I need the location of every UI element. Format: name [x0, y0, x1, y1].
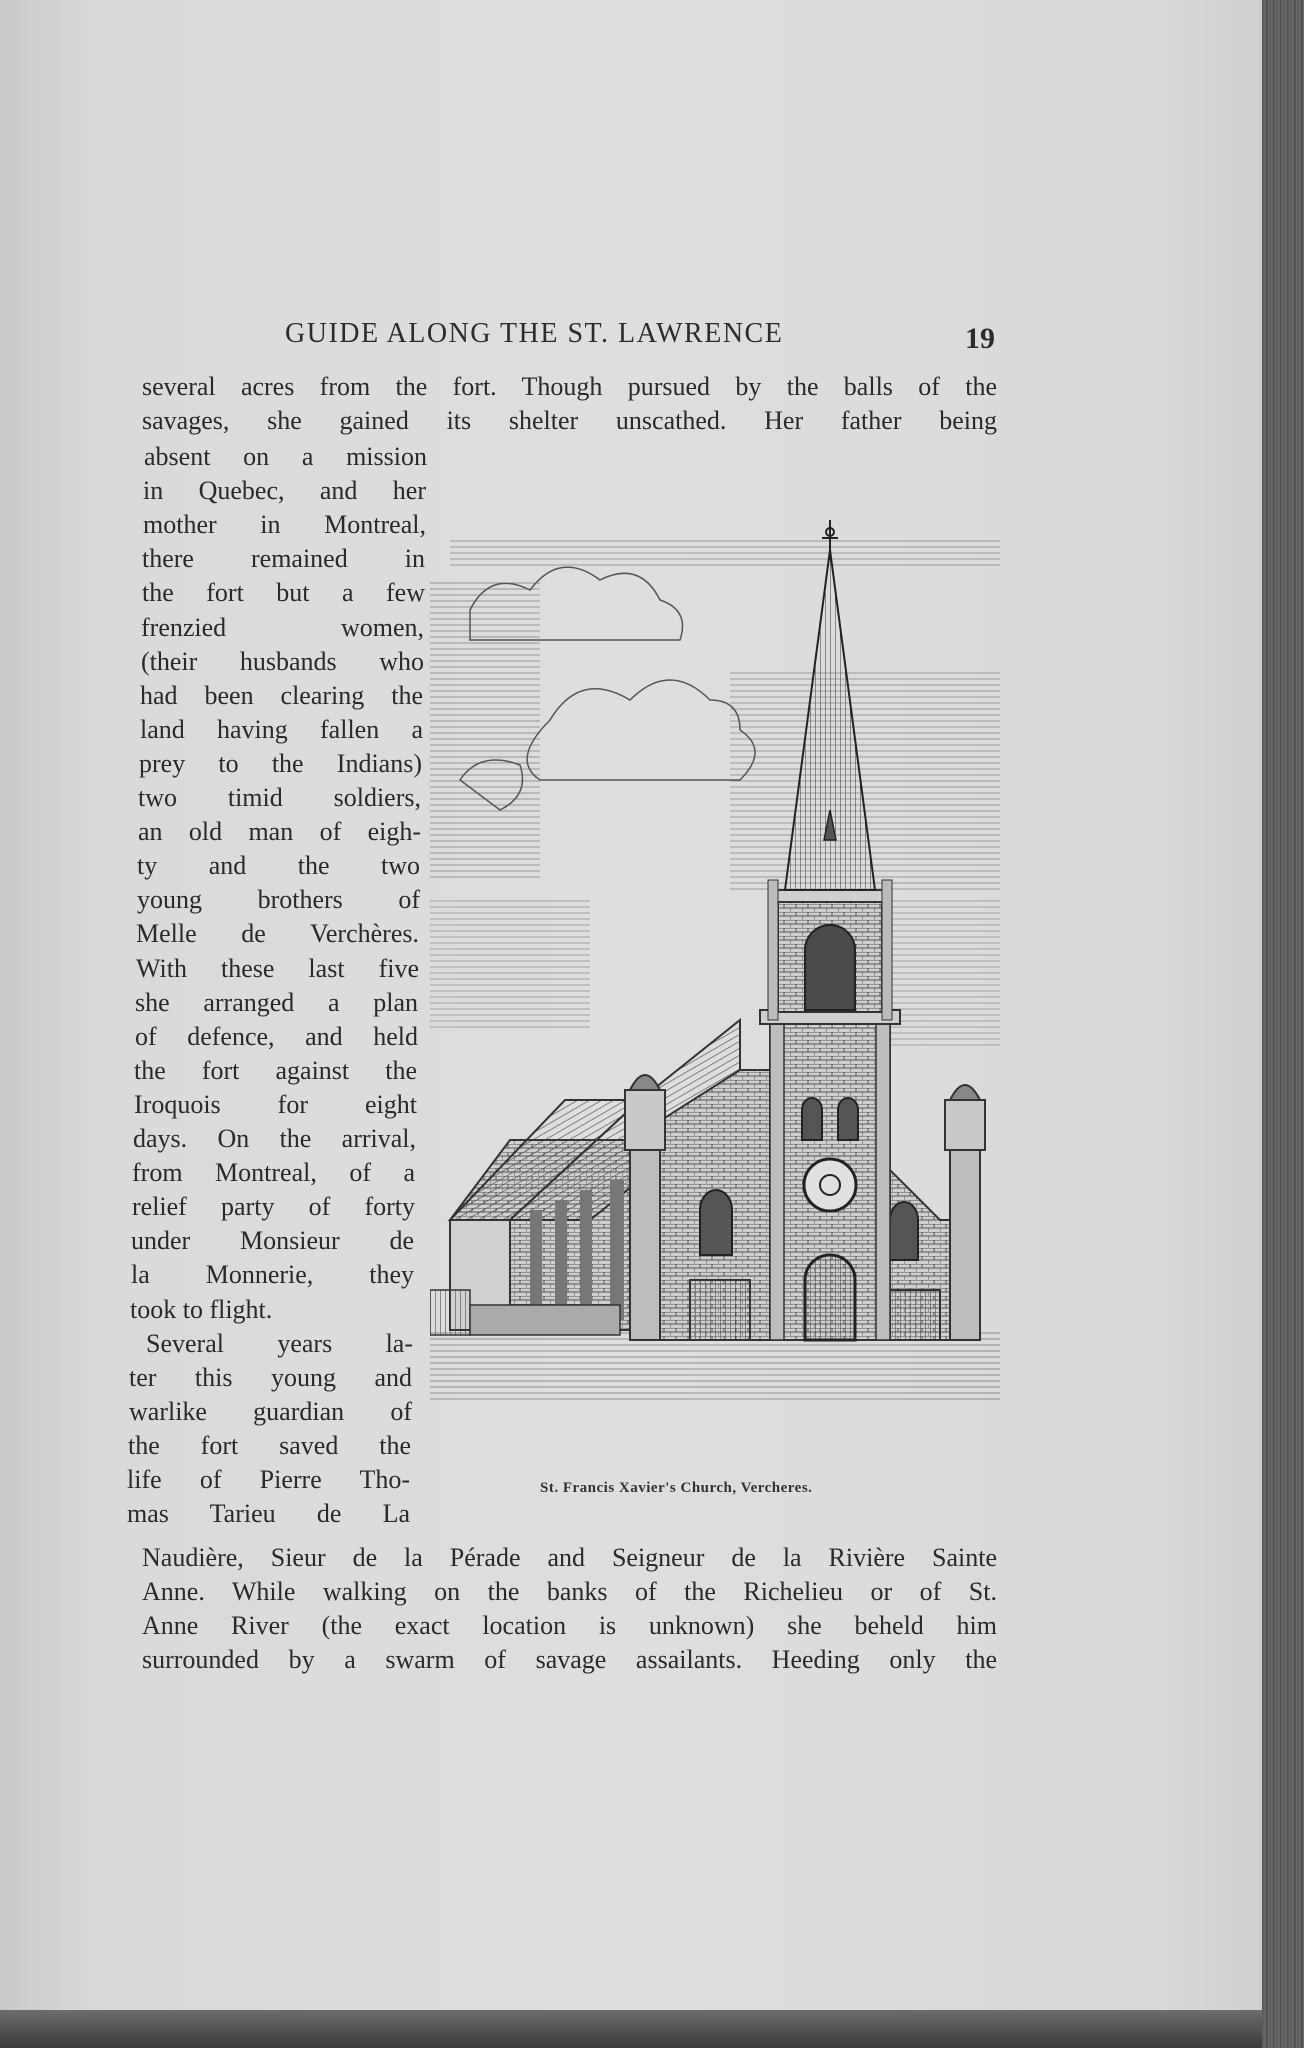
- text-line: several acres from the fort. Though pursued by the balls of the: [142, 372, 997, 401]
- column-line: relief party of forty: [132, 1192, 415, 1222]
- column-line: of defence, and held: [135, 1021, 418, 1051]
- column-line: had been clearing the: [140, 680, 423, 710]
- column-line: la Monnerie, they: [131, 1260, 414, 1290]
- column-line: Melle de Verchères.: [136, 919, 419, 949]
- column-line: ty and the two: [137, 851, 420, 881]
- column-line: there remained in: [142, 544, 425, 574]
- column-line: two timid soldiers,: [138, 783, 421, 812]
- column-line: an old man of eigh-: [138, 817, 421, 847]
- column-line: life of Pierre Tho-: [127, 1465, 410, 1494]
- column-line: frenzied women,: [141, 612, 424, 642]
- text-line: savages, she gained its shelter unscathed. Her father being: [142, 406, 997, 435]
- column-line: young brothers of: [137, 885, 420, 915]
- column-line: prey to the Indians): [139, 748, 422, 778]
- book-bottom-edge: [0, 2010, 1262, 2048]
- column-line: ter this young and: [129, 1362, 412, 1392]
- column-line: in Quebec, and her: [143, 476, 426, 506]
- text-line: Anne River (the exact location is unknown) she beheld him: [142, 1611, 997, 1640]
- column-line: (their husbands who: [141, 646, 424, 676]
- running-header: GUIDE ALONG THE ST. LAWRENCE: [285, 318, 784, 349]
- church-illustration: [430, 520, 1020, 1450]
- illustration-caption: St. Francis Xavier's Church, Vercheres.: [540, 1480, 813, 1496]
- column-line: from Montreal, of a: [132, 1158, 415, 1188]
- sky-hatching: [430, 540, 1000, 1050]
- column-line: days. On the arrival,: [133, 1124, 416, 1153]
- column-line: she arranged a plan: [135, 987, 418, 1017]
- column-line: the fort but a few: [142, 578, 425, 608]
- book-edge: [1262, 0, 1304, 2048]
- column-line: the fort saved the: [128, 1430, 411, 1460]
- text-line: surrounded by a swarm of savage assailants. Heeding only the: [142, 1645, 997, 1674]
- page-number: 19: [965, 322, 995, 355]
- column-line: Iroquois for eight: [134, 1089, 417, 1119]
- column-line: Several years la-: [146, 1328, 413, 1358]
- column-line: With these last five: [136, 953, 419, 983]
- column-line: the fort against the: [134, 1055, 417, 1085]
- column-line: warlike guardian of: [129, 1396, 412, 1426]
- column-line: mother in Montreal,: [143, 510, 426, 540]
- bell-tower: [760, 880, 900, 1340]
- text-line: Anne. While walking on the banks of the Richelieu or of St.: [142, 1577, 997, 1606]
- column-line: land having fallen a: [140, 714, 423, 744]
- column-line: took to flight.: [130, 1294, 273, 1324]
- column-line: absent on a mission: [144, 442, 427, 471]
- text-line: Naudière, Sieur de la Pérade and Seigneur de la Rivière Sainte: [142, 1543, 997, 1572]
- column-line: under Monsieur de: [131, 1226, 414, 1256]
- column-line: mas Tarieu de La: [127, 1499, 410, 1529]
